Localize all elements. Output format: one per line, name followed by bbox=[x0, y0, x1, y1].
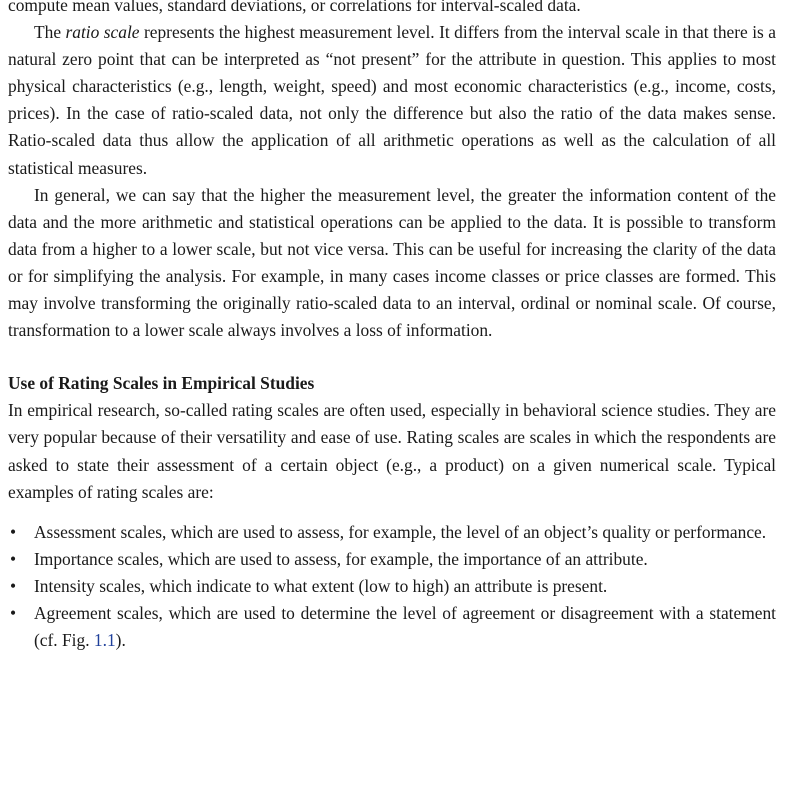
section-heading: Use of Rating Scales in Empirical Studies bbox=[8, 373, 315, 394]
paragraph-rating-scales: In empirical research, so-called rating scales are often used, especially in behavioral science studies. They are very popular because of their versatility and ease of use. Rating scales are scales in which the respondents are asked to state their assessment of a certain object (e.g., a product) on a given numerical scale. Typical examples of rating scales are: bbox=[8, 400, 776, 502]
list-item bbox=[8, 546, 776, 573]
paragraph-text: The bbox=[34, 22, 66, 43]
section-spacer bbox=[8, 344, 776, 357]
paragraph-ratio-scale bbox=[8, 19, 776, 182]
term-ratio-scale: ratio scale bbox=[65, 22, 140, 43]
paragraph-text: represents the highest measurement level. It differs from the interval scale in that there is a natural zero point that can be interpreted as “not present” for the attribute in question. This applies to most physical characteristics (e.g., length, weight, speed) and most economic characteristics (e.g., income, costs, prices). In the case of ratio-scaled data, not only the difference but also the ratio of the data makes sense. Ratio-scaled data thus allow the application of all arithmetic operations as well as the calculation of all statistical measures. bbox=[8, 22, 776, 178]
list-item-text-suffix: ). bbox=[115, 630, 126, 651]
paragraph-measurement-level: In general, we can say that the higher the measurement level, the greater the information content of the data and the more arithmetic and statistical operations can be applied to the data. It is possible to transform data from a higher to a lower scale, but not vice versa. This can be useful for increasing the clarity of the data or for simplifying the analysis. For example, in many cases income classes or price classes are formed. This may involve transforming the originally ratio-scaled data to an interval, ordinal or nominal scale. Of course, transformation to a lower scale always involves a loss of information. bbox=[8, 184, 776, 341]
list-item bbox=[8, 519, 776, 546]
bullet-icon: • bbox=[10, 602, 17, 623]
list-item-text: Agreement scales, which are used to determine the level of agreement or disagreement with a statement (cf. Fig. bbox=[34, 602, 776, 651]
list-item-text: Importance scales, which are used to assess, for example, the importance of an attribute. bbox=[34, 548, 648, 569]
bullet-icon: • bbox=[10, 521, 17, 542]
list-spacer bbox=[8, 506, 776, 519]
rating-scales-list bbox=[8, 519, 776, 654]
list-item-text: Assessment scales, which are used to assess, for example, the level of an object’s quality or performance. bbox=[34, 521, 767, 542]
list-item bbox=[8, 600, 776, 654]
bullet-icon: • bbox=[10, 575, 17, 596]
list-item bbox=[8, 573, 776, 600]
bullet-icon: • bbox=[10, 548, 17, 569]
figure-reference-link[interactable]: 1.1 bbox=[93, 630, 116, 651]
document-page bbox=[8, 0, 776, 654]
list-item-text: Intensity scales, which indicate to what extent (low to high) an attribute is present. bbox=[34, 575, 608, 596]
paragraph-intro-continuation: compute mean values, standard deviations, or correlations for interval-scaled data. bbox=[8, 0, 581, 15]
